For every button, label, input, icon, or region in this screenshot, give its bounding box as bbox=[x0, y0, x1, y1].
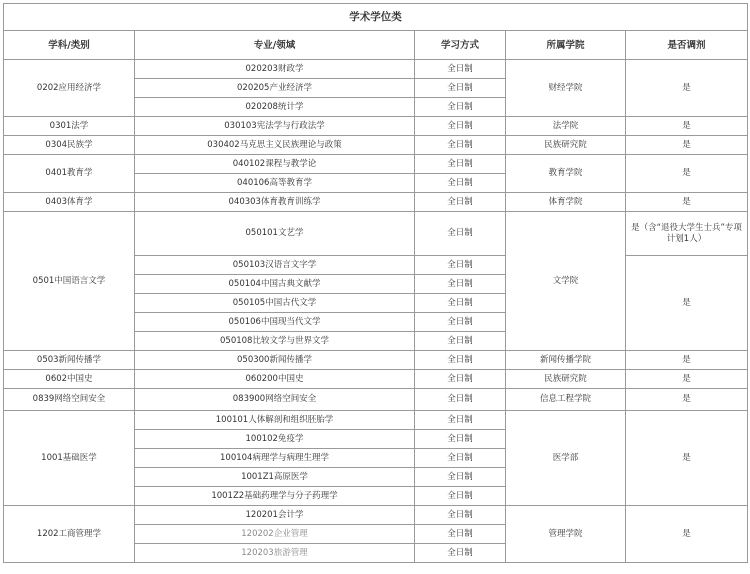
discipline-cell: 0401教育学 bbox=[4, 155, 135, 193]
major-cell: 040303体育教育训练学 bbox=[135, 193, 415, 212]
college-cell: 民族研究院 bbox=[506, 370, 626, 389]
mode-cell: 全日制 bbox=[415, 449, 506, 468]
major-cell: 1001Z1高原医学 bbox=[135, 468, 415, 487]
mode-cell: 全日制 bbox=[415, 212, 506, 256]
mode-cell: 全日制 bbox=[415, 60, 506, 79]
adjust-cell: 是 bbox=[626, 370, 748, 389]
admissions-table bbox=[3, 3, 748, 563]
college-cell: 民族研究院 bbox=[506, 136, 626, 155]
mode-cell: 全日制 bbox=[415, 313, 506, 332]
adjust-cell: 是 bbox=[626, 155, 748, 193]
adjust-cell: 是 bbox=[626, 506, 748, 563]
header-major: 专业/领域 bbox=[135, 31, 415, 60]
major-cell: 083900网络空间安全 bbox=[135, 389, 415, 411]
major-cell: 030103宪法学与行政法学 bbox=[135, 117, 415, 136]
college-cell: 财经学院 bbox=[506, 60, 626, 117]
discipline-cell: 0202应用经济学 bbox=[4, 60, 135, 117]
mode-cell: 全日制 bbox=[415, 155, 506, 174]
mode-cell: 全日制 bbox=[415, 136, 506, 155]
mode-cell: 全日制 bbox=[415, 332, 506, 351]
major-cell: 020203财政学 bbox=[135, 60, 415, 79]
mode-cell: 全日制 bbox=[415, 506, 506, 525]
major-cell: 100101人体解剖和组织胚胎学 bbox=[135, 411, 415, 430]
discipline-cell: 0304民族学 bbox=[4, 136, 135, 155]
college-cell: 文学院 bbox=[506, 212, 626, 351]
mode-cell: 全日制 bbox=[415, 468, 506, 487]
mode-cell: 全日制 bbox=[415, 174, 506, 193]
major-cell: 050101文艺学 bbox=[135, 212, 415, 256]
mode-cell: 全日制 bbox=[415, 256, 506, 275]
header-study-mode: 学习方式 bbox=[415, 31, 506, 60]
major-cell: 020208统计学 bbox=[135, 98, 415, 117]
major-cell: 040106高等教育学 bbox=[135, 174, 415, 193]
mode-cell: 全日制 bbox=[415, 193, 506, 212]
mode-cell: 全日制 bbox=[415, 351, 506, 370]
college-cell: 医学部 bbox=[506, 411, 626, 506]
major-cell: 040102课程与教学论 bbox=[135, 155, 415, 174]
major-cell: 050106中国现当代文学 bbox=[135, 313, 415, 332]
mode-cell: 全日制 bbox=[415, 411, 506, 430]
adjust-cell: 是 bbox=[626, 351, 748, 370]
major-cell: 120202企业管理 bbox=[135, 525, 415, 544]
mode-cell: 全日制 bbox=[415, 98, 506, 117]
adjust-cell: 是 bbox=[626, 60, 748, 117]
major-cell: 120201会计学 bbox=[135, 506, 415, 525]
mode-cell: 全日制 bbox=[415, 525, 506, 544]
major-cell: 050105中国古代文学 bbox=[135, 294, 415, 313]
discipline-cell: 0839网络空间安全 bbox=[4, 389, 135, 411]
header-discipline: 学科/类别 bbox=[4, 31, 135, 60]
mode-cell: 全日制 bbox=[415, 389, 506, 411]
header-adjustment: 是否调剂 bbox=[626, 31, 748, 60]
mode-cell: 全日制 bbox=[415, 117, 506, 136]
discipline-cell: 0503新闻传播学 bbox=[4, 351, 135, 370]
mode-cell: 全日制 bbox=[415, 430, 506, 449]
mode-cell: 全日制 bbox=[415, 544, 506, 563]
major-cell: 050104中国古典文献学 bbox=[135, 275, 415, 294]
major-cell: 050108比较文学与世界文学 bbox=[135, 332, 415, 351]
major-cell: 100102免疫学 bbox=[135, 430, 415, 449]
header-college: 所属学院 bbox=[506, 31, 626, 60]
mode-cell: 全日制 bbox=[415, 294, 506, 313]
mode-cell: 全日制 bbox=[415, 275, 506, 294]
discipline-cell: 0602中国史 bbox=[4, 370, 135, 389]
adjust-cell: 是 bbox=[626, 193, 748, 212]
discipline-cell: 1202工商管理学 bbox=[4, 506, 135, 563]
discipline-cell: 0301法学 bbox=[4, 117, 135, 136]
mode-cell: 全日制 bbox=[415, 370, 506, 389]
adjust-cell: 是 bbox=[626, 389, 748, 411]
adjust-cell-veteran: 是（含“退役大学生士兵”专项计划1人） bbox=[626, 212, 748, 256]
major-cell: 020205产业经济学 bbox=[135, 79, 415, 98]
adjust-cell: 是 bbox=[626, 136, 748, 155]
adjust-cell: 是 bbox=[626, 117, 748, 136]
major-cell: 030402马克思主义民族理论与政策 bbox=[135, 136, 415, 155]
college-cell: 法学院 bbox=[506, 117, 626, 136]
major-cell: 100104病理学与病理生理学 bbox=[135, 449, 415, 468]
table-title: 学术学位类 bbox=[4, 4, 748, 31]
college-cell: 教育学院 bbox=[506, 155, 626, 193]
discipline-cell: 0403体育学 bbox=[4, 193, 135, 212]
college-cell: 管理学院 bbox=[506, 506, 626, 563]
mode-cell: 全日制 bbox=[415, 487, 506, 506]
adjust-cell: 是 bbox=[626, 411, 748, 506]
mode-cell: 全日制 bbox=[415, 79, 506, 98]
major-cell: 1001Z2基础药理学与分子药理学 bbox=[135, 487, 415, 506]
college-cell: 体育学院 bbox=[506, 193, 626, 212]
major-cell: 060200中国史 bbox=[135, 370, 415, 389]
discipline-cell: 1001基础医学 bbox=[4, 411, 135, 506]
major-cell: 120203旅游管理 bbox=[135, 544, 415, 563]
discipline-cell: 0501中国语言文学 bbox=[4, 212, 135, 351]
major-cell: 050103汉语言文字学 bbox=[135, 256, 415, 275]
adjust-cell: 是 bbox=[626, 256, 748, 351]
major-cell: 050300新闻传播学 bbox=[135, 351, 415, 370]
college-cell: 信息工程学院 bbox=[506, 389, 626, 411]
college-cell: 新闻传播学院 bbox=[506, 351, 626, 370]
